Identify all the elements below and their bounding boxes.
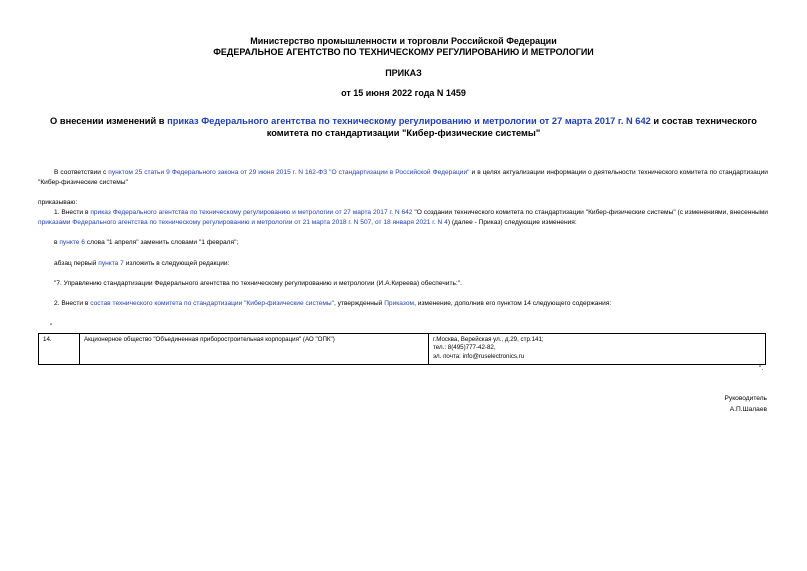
paragraph-6-link[interactable]: пункте 6 [59,239,85,246]
open-quote: " [50,323,53,330]
member-contacts-cell [429,334,766,365]
signatory-name: А.П.Шалаев [729,406,767,413]
committee-member-table [38,333,766,365]
change-2-paragraph [54,259,229,269]
document-title [30,115,777,139]
law-link[interactable]: пунктом 25 статьи 9 Федерального закона от 29 июня 2015 г. N 162-ФЗ "О стандартизации в Российской Федерации" [108,169,470,176]
signatory-position: Руководитель [724,395,767,402]
title-suffix: и состав технического комитета по стандартизации "Кибер-физические системы" [266,116,757,138]
member-email: эл. почта: info@ruselectronics.ru [433,352,525,360]
document-type: ПРИКАЗ [385,68,422,78]
order-reference-link[interactable]: Приказом [384,300,415,307]
item-2-text-2: , утвержденный [333,300,385,307]
table-row [39,334,766,365]
item-1-order-link[interactable]: приказ Федерального агентства по техническому регулированию и метрологии от 27 марта 2017 г. N 642 [90,209,413,216]
item-2-paragraph [54,299,611,309]
committee-composition-link[interactable]: состав технического комитета по стандартизации "Кибер-физические системы" [90,300,334,307]
preamble-text-2: и в целях актуализации информации о деятельности технического комитета по стандартизации "Кибер-физические системы" [38,169,768,186]
document-date-number: от 15 июня 2022 года N 1459 [341,88,466,98]
member-phone: тел.: 8(495)777-42-82, [433,344,496,352]
title-prefix: О внесении изменений в [50,116,168,126]
member-address: г.Москва, Верейская ул., д.29, стр.141; [433,336,544,343]
item-2-text-1: 2. Внести в [54,300,91,307]
ministry-name: Министерство промышленности и торговли Российской Федерации [250,36,557,46]
preamble-text-1: В соответствии с [54,169,109,176]
change-1-paragraph [54,238,238,248]
quoted-text: "7. Управлению стандартизации Федерального агентства по техническому регулированию и метрологии (И.А.Киреева) обеспечить:". [54,280,462,287]
item-1-paragraph [38,208,768,227]
item-1-text-1: 1. Внести в [54,209,91,216]
change-2-text-2: изложить в следующей редакции: [123,260,230,267]
change-2-text-1: абзац первый [54,260,99,267]
title-order-link[interactable]: приказ Федерального агентства по техническому регулированию и метрологии от 27 марта 2017 г. N 642 [167,116,651,126]
change-1-text-1: в [54,239,60,246]
item-1-text-3: ) (далее - Приказ) следующие изменения: [447,218,577,226]
preamble-paragraph [38,168,768,187]
member-number-cell: 14. [39,334,80,365]
agency-name: ФЕДЕРАЛЬНОЕ АГЕНТСТВО ПО ТЕХНИЧЕСКОМУ РЕГУЛИРОВАНИЮ И МЕТРОЛОГИИ [213,47,594,57]
item-2-text-3: , изменение, дополнив его пунктом 14 следующего содержания: [414,300,612,307]
paragraph-7-link[interactable]: пункта 7 [98,260,124,267]
item-1-amendments-link[interactable]: приказами Федерального агентства по техническому регулированию и метрологии от 21 марта 2018 г. N 507, от 18 января 2021 г. N 4 [38,218,448,226]
item-1-text-2: "О создании технического комитета по стандартизации "Кибер-физические системы" (с изменениями, внесенными [412,209,768,216]
order-word: приказываю: [38,199,78,206]
change-1-text-2: слова "1 апреля" заменить словами "1 февраля"; [84,239,239,246]
close-quote: ". [759,365,764,372]
member-organization-cell: Акционерное общество "Объединенная приборостроительная корпорация" (АО "ОПК") [80,334,429,365]
